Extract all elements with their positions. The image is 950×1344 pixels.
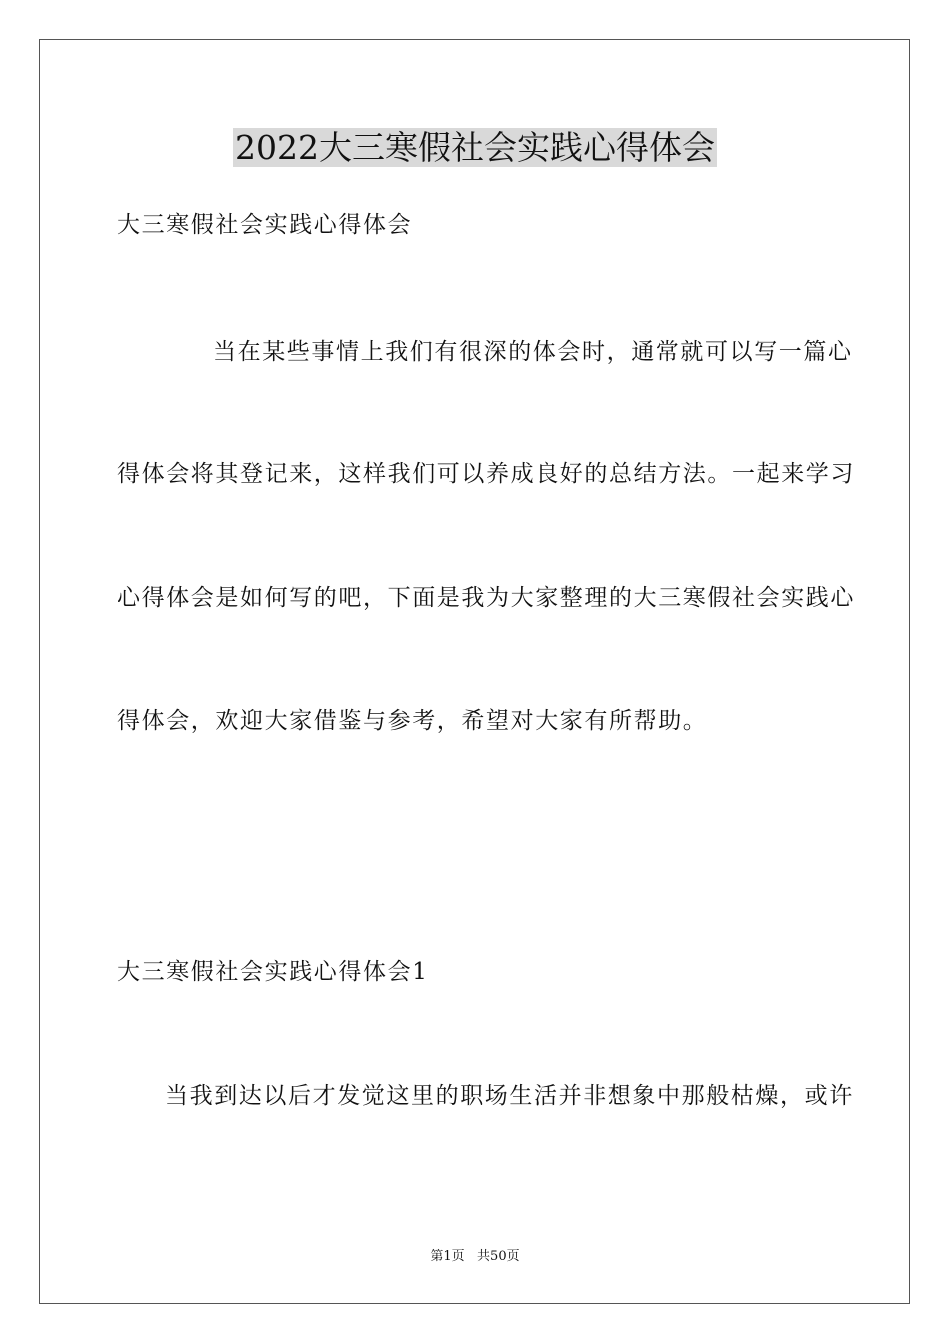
- document-title-text: 2022大三寒假社会实践心得体会: [235, 128, 715, 167]
- intro-line-2: 得体会将其登记来，这样我们可以养成良好的总结方法。一起来学习: [117, 461, 855, 487]
- section-line-1: 当我到达以后才发觉这里的职场生活并非想象中那般枯燥，或许: [165, 1083, 854, 1109]
- document-title: [0, 128, 950, 168]
- page-number-footer: 第1页 共50页: [430, 1249, 520, 1264]
- document-subtitle: 大三寒假社会实践心得体会: [117, 212, 413, 238]
- intro-line-3: 心得体会是如何写的吧，下面是我为大家整理的大三寒假社会实践心: [117, 585, 855, 611]
- section-heading: 大三寒假社会实践心得体会1: [117, 959, 429, 985]
- intro-line-4: 得体会，欢迎大家借鉴与参考，希望对大家有所帮助。: [117, 708, 708, 734]
- intro-line-1: 当在某些事情上我们有很深的体会时，通常就可以写一篇心: [213, 339, 853, 365]
